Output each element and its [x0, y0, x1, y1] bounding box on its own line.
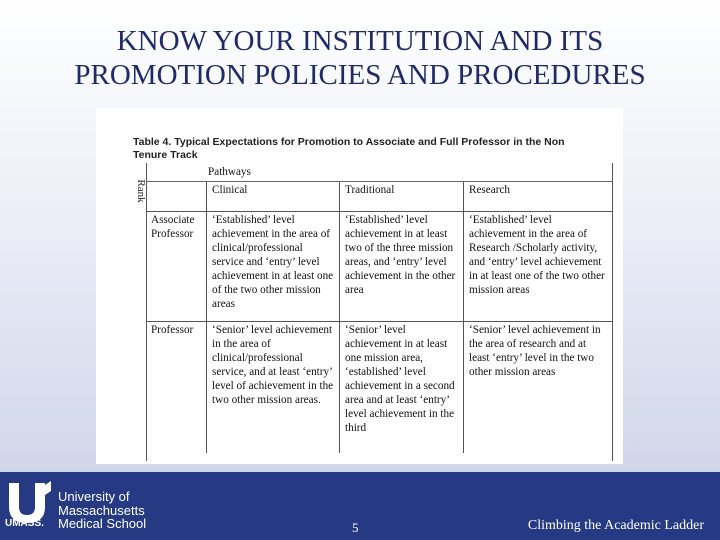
- university-line-1: University of: [58, 489, 130, 504]
- pathways-row: [146, 163, 613, 182]
- table-row: [146, 212, 613, 322]
- footer-bar: [0, 472, 720, 540]
- pathways-label: Pathways: [146, 163, 613, 182]
- table-caption-line-1: Table 4. Typical Expectations for Promotion to Associate and Full Professor in the Non: [133, 136, 565, 148]
- umass-wordmark: UMASS.: [5, 518, 44, 529]
- presentation-title: Climbing the Academic Ladder: [527, 518, 704, 533]
- column-header-clinical: Clinical: [207, 182, 340, 212]
- slide-title: [0, 24, 720, 92]
- scanned-table-image: [96, 108, 623, 464]
- header-row: [146, 182, 613, 212]
- rank-label: Rank: [135, 179, 147, 203]
- rank-cell: Associate Professor: [146, 212, 207, 322]
- table-caption-line-2: Tenure Track: [133, 149, 198, 161]
- rank-header-cell: [146, 182, 207, 212]
- column-header-research: Research: [464, 182, 614, 212]
- slide-title-line-1: KNOW YOUR INSTITUTION AND ITS: [116, 25, 604, 57]
- rank-cell: Professor: [151, 324, 194, 336]
- university-line-2: Massachusetts: [58, 503, 145, 518]
- promotion-table: [146, 163, 613, 453]
- medical-school-label: Medical School: [58, 516, 147, 531]
- table-cell: ‘Senior’ level achievement in the area of clinical/professional service, and at least ‘entry’ level of achievement in the two other mission areas.: [207, 322, 340, 454]
- table-cell: ‘Senior’ level achievement in at least one mission area, ‘established’ level achievement in a second area and at least ‘entry’ level achievement in the third: [340, 322, 464, 454]
- page-number: 5: [352, 520, 359, 535]
- table-cell: ‘Established’ level achievement in at least two of the three mission areas, and ‘entry’ level achievement in the other area: [340, 212, 464, 322]
- table-cell: ‘Established’ level achievement in the area of clinical/professional service and ‘entry’ level achievement in at least one of the two other mission areas: [207, 212, 340, 322]
- university-name: [58, 490, 145, 518]
- table-cell: ‘Senior’ level achievement in the area of research and at least ‘entry’ level in the two other mission areas: [464, 322, 614, 454]
- slide-title-line-2: PROMOTION POLICIES AND PROCEDURES: [74, 59, 646, 91]
- column-header-traditional: Traditional: [340, 182, 464, 212]
- table-caption: [133, 136, 593, 162]
- table-row: [146, 322, 613, 454]
- table-cell: ‘Established’ level achievement in the area of Research /Scholarly activity, and ‘entry’ level achievement in at least one of the two other mission areas: [464, 212, 614, 322]
